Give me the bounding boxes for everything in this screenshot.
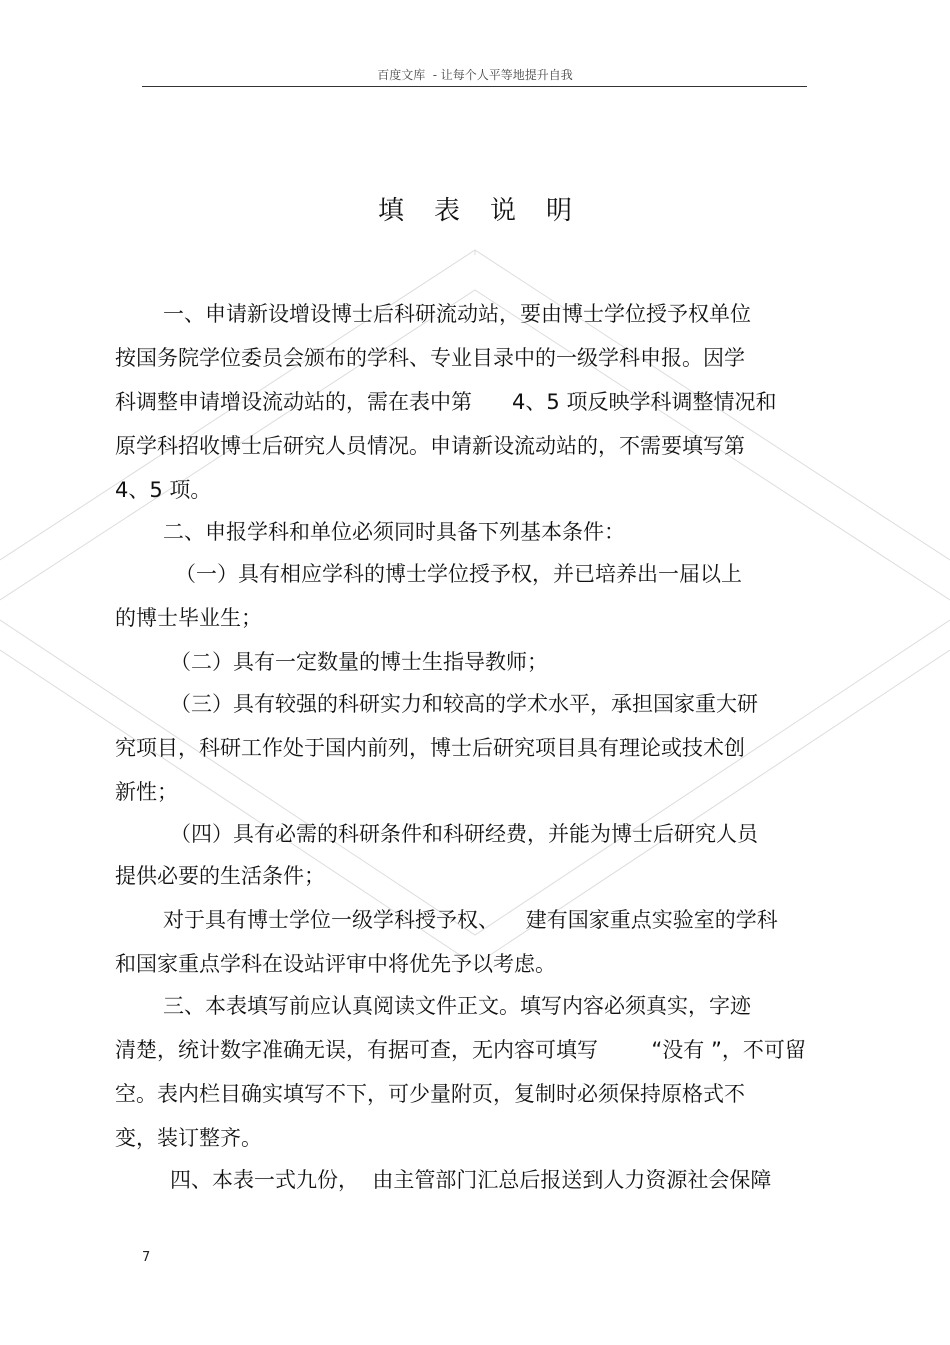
paragraph-line: 的博士毕业生；: [115, 606, 262, 630]
paragraph-line: 新性；: [115, 780, 178, 804]
paragraph-line: 空。表内栏目确实填写不下，可少量附页，复制时必须保持原格式不: [115, 1082, 745, 1106]
page-number: 7: [142, 1250, 151, 1265]
paragraph-line: 三、本表填写前应认真阅读文件正文。填写内容必须真实，字迹: [163, 994, 751, 1018]
paragraph-line: （三）具有较强的科研实力和较高的学术水平，承担国家重大研: [170, 692, 758, 716]
paragraph-line: （四）具有必需的科研条件和科研经费，并能为博士后研究人员: [170, 822, 758, 846]
paragraph-line: 一、申请新设增设博士后科研流动站，要由博士学位授予权单位: [163, 302, 751, 326]
paragraph-line: 二、申报学科和单位必须同时具备下列基本条件：: [163, 520, 625, 544]
paragraph-line: （一）具有相应学科的博士学位授予权，并已培养出一届以上: [175, 562, 742, 586]
paragraph-line: 究项目，科研工作处于国内前列，博士后研究项目具有理论或技术创: [115, 736, 745, 760]
paragraph-line: 清楚，统计数字准确无误，有据可查，无内容可填写 “没有 ”，不可留: [115, 1038, 806, 1062]
header-rule: [142, 86, 807, 87]
paragraph-line: （二）具有一定数量的博士生指导教师；: [170, 650, 548, 674]
paragraph-line: 提供必要的生活条件；: [115, 864, 325, 888]
paragraph-line: 科调整申请增设流动站的，需在表中第 4、5 项反映学科调整情况和: [115, 390, 777, 414]
paragraph-line: 按国务院学位委员会颁布的学科、专业目录中的一级学科申报。因学: [115, 346, 745, 370]
page-title: 填表说明: [377, 196, 602, 226]
paragraph-line: 原学科招收博士后研究人员情况。申请新设流动站的，不需要填写第: [115, 434, 745, 458]
header-text: 百度文库 - 让每个人平等地提升自我: [377, 68, 573, 82]
paragraph-line: 四、本表一式九份， 由主管部门汇总后报送到人力资源社会保障: [170, 1168, 772, 1192]
paragraph-line: 4、5 项。: [115, 478, 212, 502]
paragraph-line: 变，装订整齐。: [115, 1126, 262, 1150]
paragraph-line: 和国家重点学科在设站评审中将优先予以考虑。: [115, 952, 556, 976]
paragraph-line: 对于具有博士学位一级学科授予权、 建有国家重点实验室的学科: [163, 908, 778, 932]
